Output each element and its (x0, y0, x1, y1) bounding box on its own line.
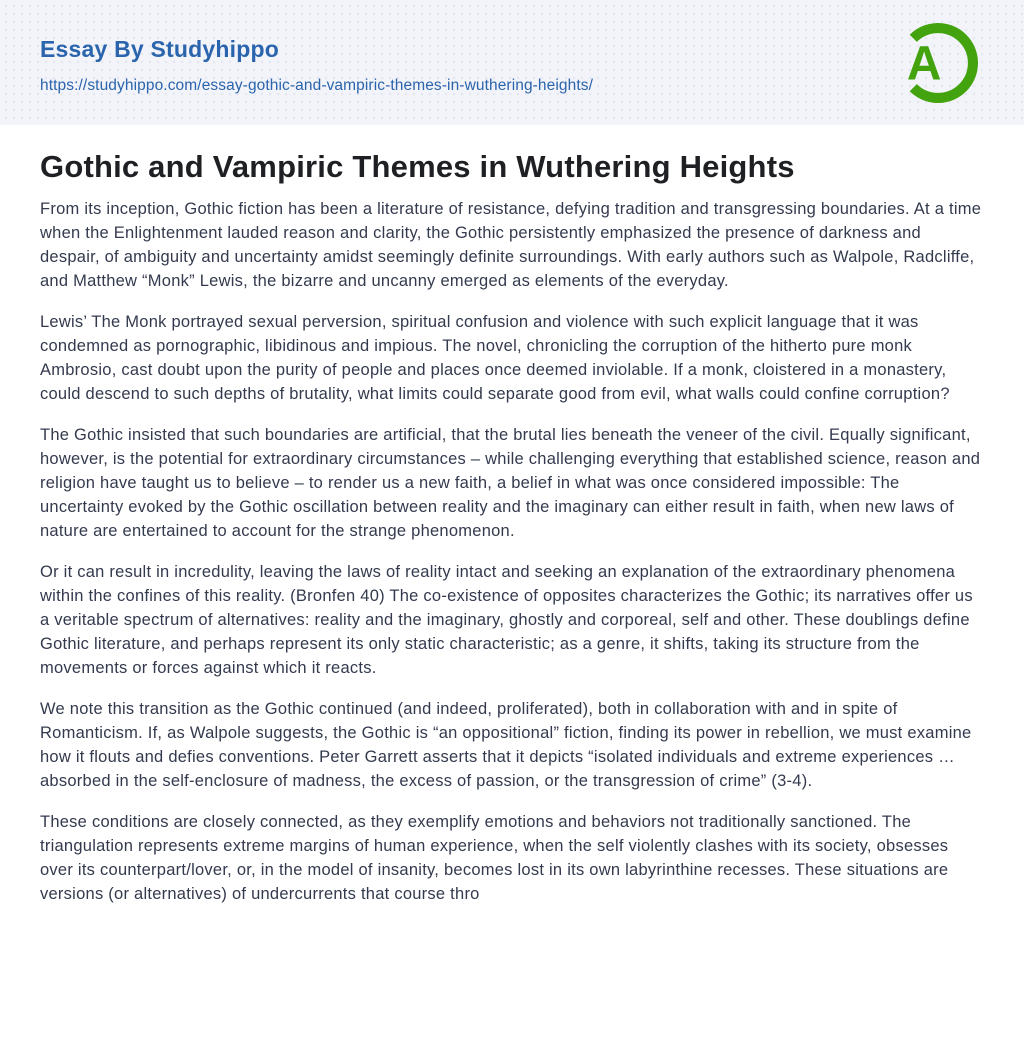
essay-paragraph-6: These conditions are closely connected, as they exemplify emotions and behaviors not traditionally sanctioned. The triangulation represents extreme margins of human experience, when the self violently clashes with its society, obsesses over its counterpart/lover, or, in the model of insanity, becomes lost in its own labyrinthine recesses. These situations are versions (or alternatives) of undercurrents that course thro (40, 813, 949, 903)
essay-url-link[interactable]: https://studyhippo.com/essay-gothic-and-vampiric-themes-in-wuthering-heights/ (40, 77, 594, 94)
essay-paragraph-5: We note this transition as the Gothic continued (and indeed, proliferated), both in collaboration with and in spite of Romanticism. If, as Walpole suggests, the Gothic is “an oppositional” fiction, finding its power in rebellion, we must examine how it flouts and defies conventions. Peter Garrett asserts that it depicts “isolated individuals and extreme experiences … absorbed in the self-enclosure of madness, the excess of passion, or the transgression of crime” (3-4). (40, 700, 972, 790)
essay-paragraph-1: From its inception, Gothic fiction has been a literature of resistance, defying tradition and transgressing boundaries. At a time when the Enlightenment lauded reason and clarity, the Gothic persistently emphasized the presence of darkness and despair, of ambiguity and uncertainty amidst seemingly definite surroundings. With early authors such as Walpole, Radcliffe, and Matthew “Monk” Lewis, the bizarre and uncanny emerged as elements of the everyday. (40, 200, 982, 290)
site-title: Essay By Studyhippo (40, 36, 279, 62)
header-text-block (40, 30, 593, 95)
essay-article (0, 125, 1024, 963)
essay-paragraph-2: Lewis’ The Monk portrayed sexual perversion, spiritual confusion and violence with such explicit language that it was condemned as pornographic, libidinous and impious. The novel, chronicling the corruption of the hitherto pure monk Ambrosio, cast doubt upon the purity of people and places once deemed inviolable. If a monk, cloistered in a monastery, could descend to such depths of brutality, what limits could separate good from evil, what walls could confine corruption? (40, 313, 950, 403)
essay-paragraph-3: The Gothic insisted that such boundaries are artificial, that the brutal lies beneath the veneer of the civil. Equally significant, however, is the potential for extraordinary circumstances – while challenging everything that established science, reason and religion have taught us to believe – to render us a new faith, a belief in what was once considered impossible: The uncertainty evoked by the Gothic oscillation between reality and the imaginary can either result in faith, when new laws of nature are entertained to account for the strange phenomenon. (40, 426, 981, 540)
site-header (0, 0, 1024, 125)
logo-letter-a: A (906, 37, 942, 91)
essay-paragraph-4: Or it can result in incredulity, leaving the laws of reality intact and seeking an explanation of the extraordinary phenomena within the confines of this reality. (Bronfen 40) The co-existence of opposites characterizes the Gothic; its narratives offer us a veritable spectrum of alternatives: reality and the imaginary, ghostly and corporeal, self and other. These doublings define Gothic literature, and perhaps represent its only static characteristic; as a genre, it shifts, taking its structure from the movements or forces against which it reacts. (40, 563, 973, 677)
studyhippo-logo-icon (892, 17, 984, 109)
essay-title: Gothic and Vampiric Themes in Wuthering Heights (40, 149, 795, 184)
